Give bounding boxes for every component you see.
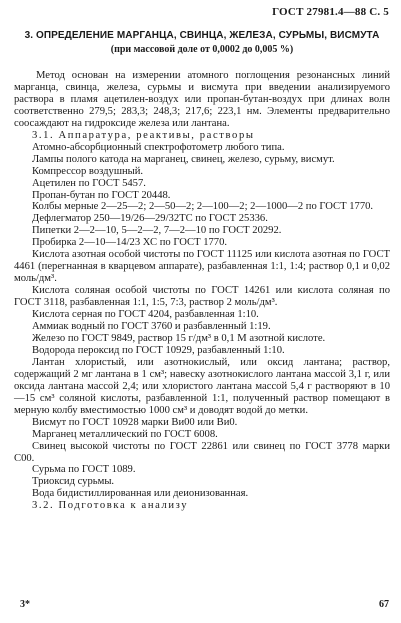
paragraph-acetylene: Ацетилен по ГОСТ 5457. [32, 177, 146, 189]
subsection-heading-apparatus: 3.1. Аппаратура, реактивы, растворы [32, 129, 255, 141]
page-number: 67 [379, 599, 389, 610]
paragraph-propane-butane: Пропан-бутан по ГОСТ 20448. [32, 189, 171, 201]
paragraph-iron: Железо по ГОСТ 9849, раствор 15 г/дм³ в 0,1 М азотной кислоте. [32, 332, 326, 344]
paragraph-hydrochloric-acid: Кислота соляная особой чистоты по ГОСТ 14261 или кислота соляная по ГОСТ 3118, разбавленная 1:1, 1:5, 7:3, раствор 2 моль/дм³. [14, 285, 390, 309]
signature-mark: 3* [20, 599, 30, 610]
paragraph-sulfuric-acid: Кислота серная по ГОСТ 4204, разбавленная 1:10. [32, 309, 259, 321]
paragraph-manganese: Марганец металлический по ГОСТ 6008. [32, 428, 218, 440]
paragraph-flasks: Колбы мерные 2—25—2; 2—50—2; 2—100—2; 2—1000—2 по ГОСТ 1770. [32, 201, 374, 213]
paragraph-lanthanum: Лантан хлористый, или азотнокислый, или оксид лантана; раствор, содержащий 2 мг лантана в 1 см³; навеску азотнокислого лантана массой 3,1 г, или оксида лантана массой 2,4; или хлористого лантана массой 5,4 г растворяют в 10—15 см³ соляной кислоты, разбавленной 1:1, полученный раствор помещают в мерную колбу вместимостью 1000 см³ и доводят водой до метки. [14, 356, 390, 416]
paragraph-nitric-acid: Кислота азотная особой чистоты по ГОСТ 11125 или кислота азотная по ГОСТ 4461 (перегнанная в кварцевом аппарате), разбавленная 1:1, 1:4; раствор 0,1 и 0,02 моль/дм³. [14, 249, 390, 285]
paragraph-lead: Свинец высокой чистоты по ГОСТ 22861 или свинец по ГОСТ 3778 марки С00. [14, 440, 390, 464]
subsection-heading-preparation: 3.2. Подготовка к анализу [32, 500, 189, 512]
running-header: ГОСТ 27981.4—88 С. 5 [272, 6, 389, 18]
paragraph-test-tube: Пробирка 2—10—14/23 ХС по ГОСТ 1770. [32, 237, 228, 249]
paragraph-spectrophotometer: Атомно-абсорбционный спектрофотометр любого типа. [32, 141, 285, 153]
paragraph-hydrogen-peroxide: Водорода пероксид по ГОСТ 10929, разбавленный 1:10. [32, 344, 285, 356]
paragraph-lamps: Лампы полого катода на марганец, свинец, железо, сурьму, висмут. [32, 153, 335, 165]
method-paragraph: Метод основан на измерении атомного поглощения резонансных линий марганца, свинца, железа, сурьмы и висмута при введении анализируемого раствора в пламя ацетилен-воздух или пропан-бутан-воздух при длинах волн соответственно 279,5; 283,3; 248,3; 217,6; 223,1 нм. Элементы предварительно соосаждают на гидроксиде железа или лантана. [14, 70, 390, 129]
paragraph-bismuth: Висмут по ГОСТ 10928 марки Ви00 или Ви0. [32, 416, 238, 428]
paragraph-pipettes: Пипетки 2—2—10, 5—2—2, 7—2—10 по ГОСТ 20292. [32, 225, 282, 237]
paragraph-compressor: Компрессор воздушный. [32, 165, 144, 177]
section-subtitle: (при массовой доле от 0,0002 до 0,005 %) [110, 44, 294, 55]
paragraph-dephlegmator: Дефлегматор 250—19/26—29/32ТС по ГОСТ 25336. [32, 213, 268, 225]
body-text [14, 70, 390, 512]
paragraph-water: Вода бидистиллированная или деионизованная. [32, 488, 249, 500]
paragraph-antimony-trioxide: Триоксид сурьмы. [32, 476, 115, 488]
section-title: 3. ОПРЕДЕЛЕНИЕ МАРГАНЦА, СВИНЦА, ЖЕЛЕЗА, СУРЬМЫ, ВИСМУТА [24, 30, 380, 41]
paragraph-antimony: Сурьма по ГОСТ 1089. [32, 464, 136, 476]
paragraph-ammonia: Аммиак водный по ГОСТ 3760 и разбавленный 1:19. [32, 321, 271, 333]
